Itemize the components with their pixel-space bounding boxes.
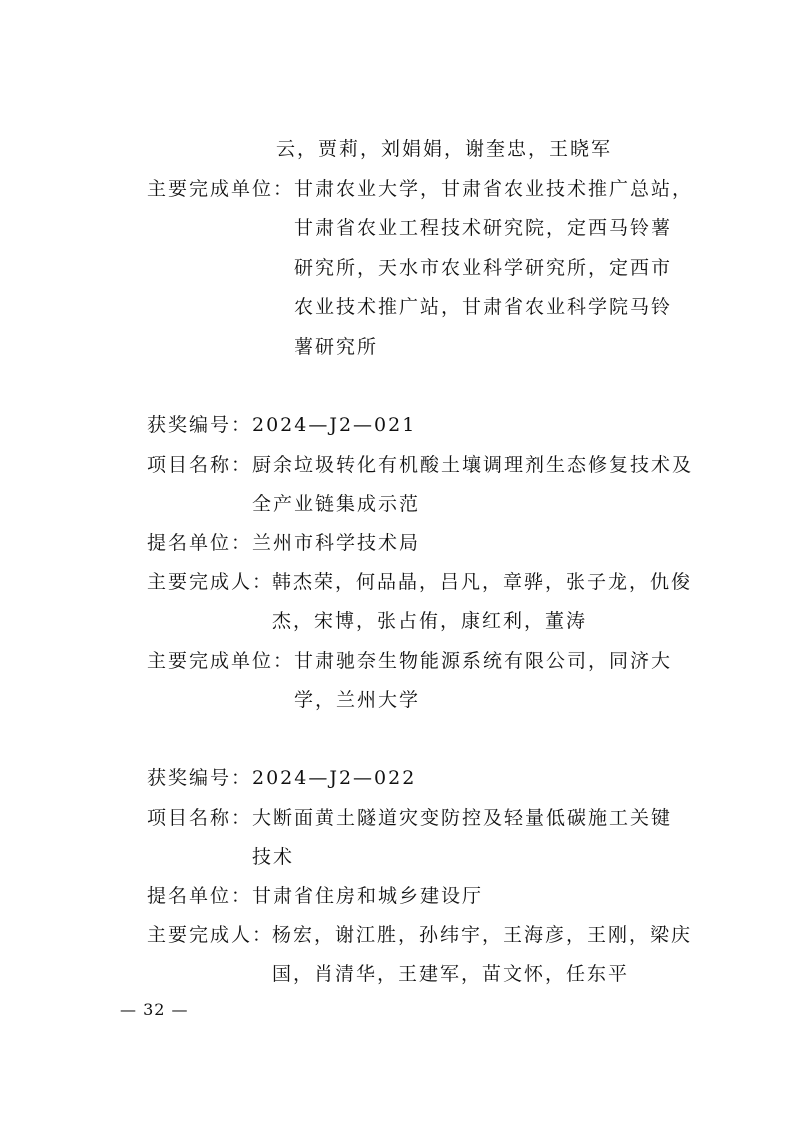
persons-label: 主要完成人： (147, 924, 274, 946)
persons-line-1: 杨宏，谢江胜，孙纬宇，王海彦，王刚，梁庆 (272, 924, 693, 946)
page-number: — 32 — (120, 1000, 189, 1019)
units-line-5: 薯研究所 (294, 336, 379, 358)
persons-line-2: 国，肖清华，王建军，苗文怀，任东平 (272, 963, 630, 985)
units-line-1: 甘肃农业大学，甘肃省农业技术推广总站， (294, 178, 694, 200)
units-line-4: 农业技术推广站，甘肃省农业科学院马铃 (294, 296, 673, 318)
persons-label: 主要完成人： (147, 571, 274, 593)
nominator: 提名单位：甘肃省住房和城乡建设厅 (147, 885, 484, 907)
project-label: 项目名称： (147, 454, 253, 476)
nominator: 提名单位：兰州市科学技术局 (147, 532, 421, 554)
project-name-line-2: 全产业链集成示范 (252, 493, 421, 515)
award-number: 获奖编号：2024—J2—021 (147, 414, 417, 436)
units-line-1: 甘肃驰奈生物能源系统有限公司，同济大 (294, 650, 673, 672)
units-line-3: 研究所，天水市农业科学研究所，定西市 (294, 257, 673, 279)
units-label: 主要完成单位： (147, 178, 295, 200)
award-number: 获奖编号：2024—J2—022 (147, 767, 417, 789)
units-line-2: 甘肃省农业工程技术研究院，定西马铃薯 (294, 217, 673, 239)
project-name-line-1: 厨余垃圾转化有机酸土壤调理剂生态修复技术及 (252, 454, 694, 476)
persons-line-1: 韩杰荣，何品晶，吕凡，章骅，张子龙，仇俊 (272, 571, 693, 593)
persons-continued: 云，贾莉，刘娟娟，谢奎忠，王晓军 (276, 138, 613, 160)
project-name-line-1: 大断面黄土隧道灾变防控及轻量低碳施工关键 (252, 807, 673, 829)
persons-line-2: 杰，宋博，张占侑，康红利，董涛 (272, 610, 588, 632)
project-name-line-2: 技术 (252, 846, 295, 868)
units-line-2: 学，兰州大学 (294, 689, 421, 711)
units-label: 主要完成单位： (147, 650, 295, 672)
project-label: 项目名称： (147, 807, 253, 829)
